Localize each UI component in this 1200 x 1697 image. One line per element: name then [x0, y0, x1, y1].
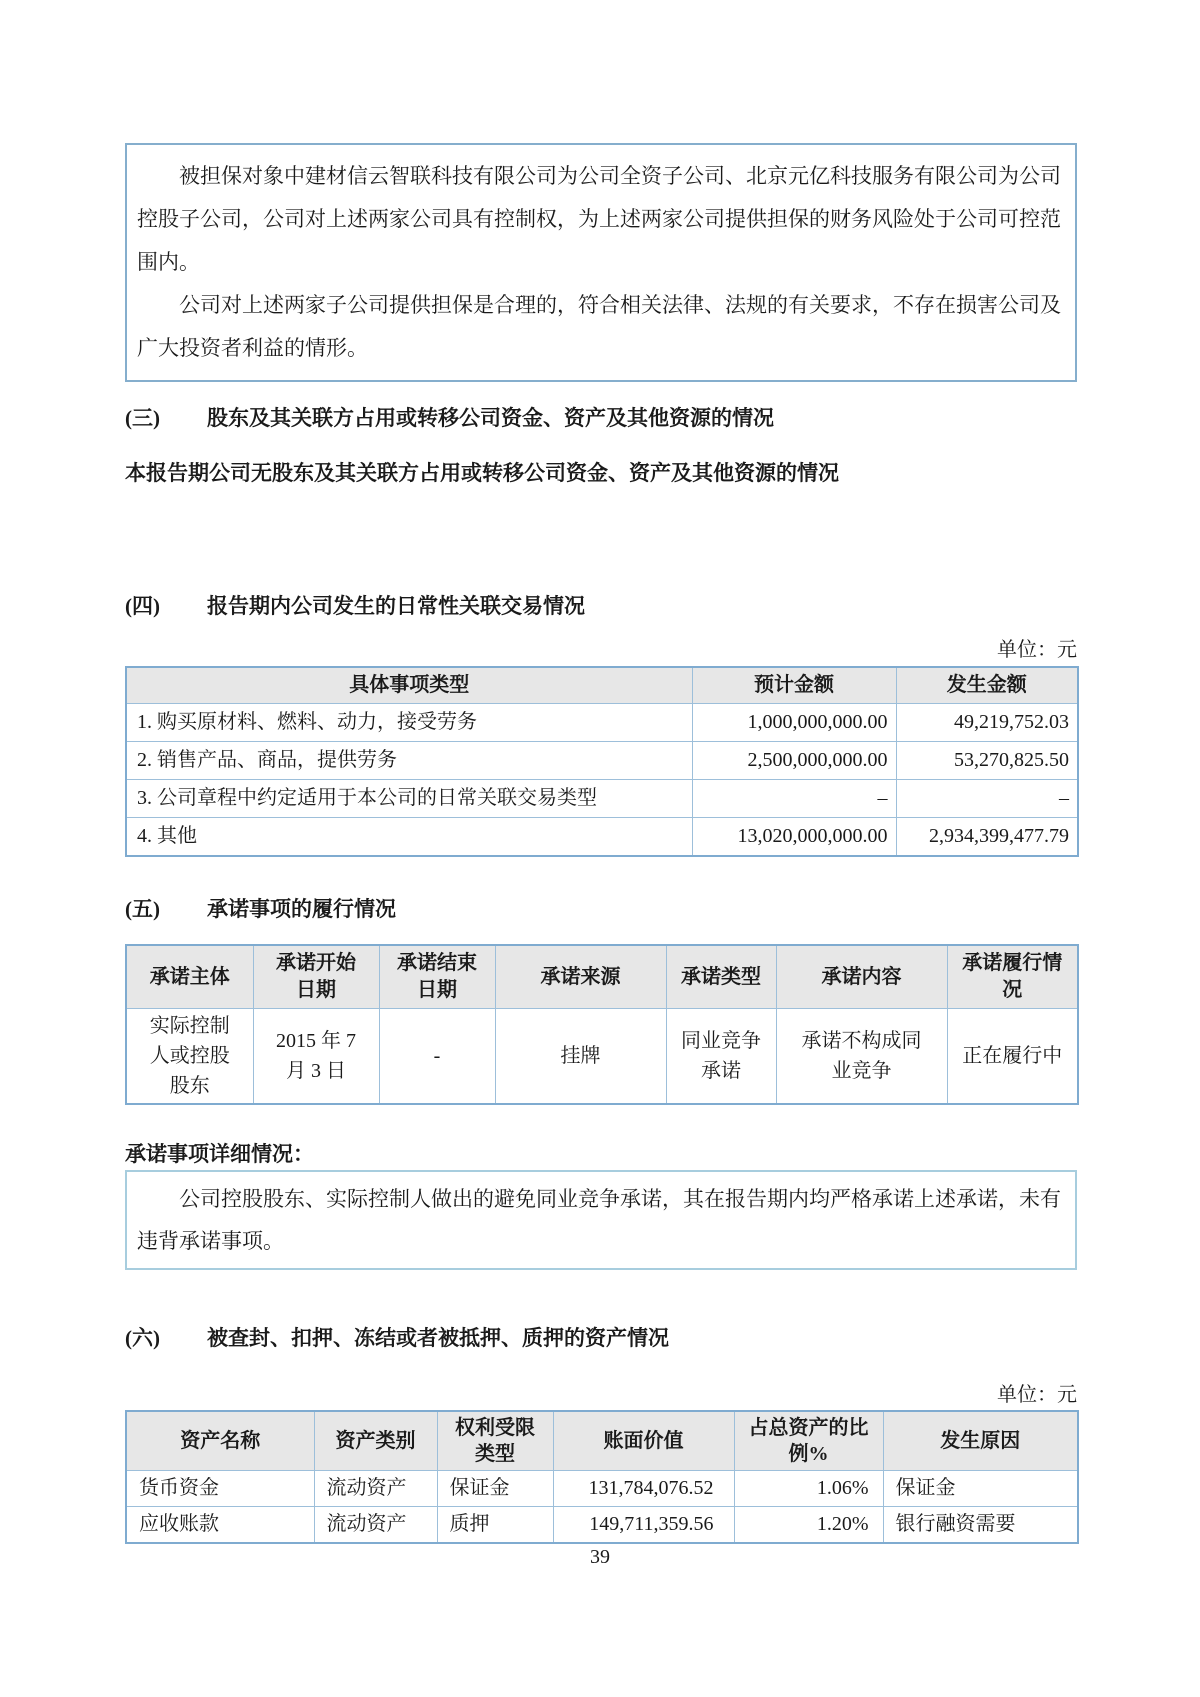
commitments-header-row — [126, 945, 1078, 1009]
transactions-header-row — [126, 667, 1078, 704]
cell-expected: 2,500,000,000.00 — [692, 742, 896, 780]
unit-label-transactions: 单位：元 — [997, 639, 1077, 661]
cell-reason: 银行融资需要 — [883, 1507, 1078, 1544]
cell-item: 3. 公司章程中约定适用于本公司的日常关联交易类型 — [126, 780, 692, 818]
cell-book-value: 149,711,359.56 — [553, 1507, 734, 1544]
section-4-label: (四) — [125, 594, 160, 618]
cell-actual: 53,270,825.50 — [896, 742, 1078, 780]
col-header-commit-start: 承诺开始 日期 — [253, 945, 379, 1009]
cell-expected: – — [692, 780, 896, 818]
cell-commit-status: 正在履行中 — [947, 1009, 1078, 1105]
col-header-actual-amount: 发生金额 — [896, 667, 1078, 704]
section-5-label: (五) — [125, 897, 160, 921]
cell-commit-source: 挂牌 — [495, 1009, 666, 1105]
col-header-commit-content: 承诺内容 — [776, 945, 947, 1009]
section-3-title: 股东及其关联方占用或转移公司资金、资产及其他资源的情况 — [207, 406, 774, 430]
commitments-table — [125, 944, 1079, 1105]
cell-actual: 2,934,399,477.79 — [896, 818, 1078, 857]
cell-asset-name: 应收账款 — [126, 1507, 314, 1544]
section-4-title: 报告期内公司发生的日常性关联交易情况 — [207, 594, 585, 618]
col-header-asset-name: 资产名称 — [126, 1411, 314, 1471]
commitment-detail-box — [125, 1170, 1077, 1270]
commitment-detail-label: 承诺事项详细情况： — [125, 1142, 314, 1166]
transactions-table — [125, 666, 1079, 857]
table-row — [126, 1507, 1078, 1544]
table-row — [126, 780, 1078, 818]
col-header-reason: 发生原因 — [883, 1411, 1078, 1471]
section-3-heading — [125, 402, 1077, 432]
cell-book-value: 131,784,076.52 — [553, 1471, 734, 1507]
section-3-body: 本报告期公司无股东及其关联方占用或转移公司资金、资产及其他资源的情况 — [125, 461, 839, 485]
cell-asset-ratio: 1.20% — [734, 1507, 883, 1544]
guarantee-paragraph-2: 公司对上述两家子公司提供担保是合理的，符合相关法律、法规的有关要求，不存在损害公司及广大投资者利益的情形。 — [137, 293, 1061, 360]
cell-item: 2. 销售产品、商品，提供劳务 — [126, 742, 692, 780]
cell-actual: – — [896, 780, 1078, 818]
cell-asset-name: 货币资金 — [126, 1471, 314, 1507]
assets-table — [125, 1410, 1079, 1544]
unit-label-assets: 单位：元 — [997, 1384, 1077, 1406]
cell-actual: 49,219,752.03 — [896, 704, 1078, 742]
cell-commit-content: 承诺不构成同业竞争 — [776, 1009, 947, 1105]
section-3-label: (三) — [125, 406, 160, 430]
col-header-restriction-type: 权利受限类型 — [437, 1411, 553, 1471]
page-number: 39 — [590, 1546, 610, 1568]
section-6-label: (六) — [125, 1326, 160, 1350]
table-row — [126, 818, 1078, 857]
section-5-title: 承诺事项的履行情况 — [207, 897, 396, 921]
col-header-commit-subject: 承诺主体 — [126, 945, 253, 1009]
cell-item: 4. 其他 — [126, 818, 692, 857]
col-header-commit-end: 承诺结束 日期 — [379, 945, 495, 1009]
col-header-commit-status: 承诺履行情况 — [947, 945, 1078, 1009]
cell-restriction-type: 保证金 — [437, 1471, 553, 1507]
cell-expected: 13,020,000,000.00 — [692, 818, 896, 857]
col-header-expected-amount: 预计金额 — [692, 667, 896, 704]
cell-asset-category: 流动资产 — [314, 1507, 437, 1544]
col-header-commit-type: 承诺类型 — [666, 945, 776, 1009]
cell-commit-type: 同业竞争承诺 — [666, 1009, 776, 1105]
cell-commit-end: - — [379, 1009, 495, 1105]
commitment-detail-text: 公司控股股东、实际控制人做出的避免同业竞争承诺，其在报告期内均严格承诺上述承诺，未有违背承诺事项。 — [137, 1187, 1061, 1253]
section-4-heading — [125, 590, 1077, 620]
col-header-asset-ratio: 占总资产的比例% — [734, 1411, 883, 1471]
cell-reason: 保证金 — [883, 1471, 1078, 1507]
table-row — [126, 704, 1078, 742]
cell-asset-ratio: 1.06% — [734, 1471, 883, 1507]
table-row — [126, 742, 1078, 780]
col-header-item-type: 具体事项类型 — [126, 667, 692, 704]
cell-restriction-type: 质押 — [437, 1507, 553, 1544]
cell-asset-category: 流动资产 — [314, 1471, 437, 1507]
cell-item: 1. 购买原材料、燃料、动力，接受劳务 — [126, 704, 692, 742]
cell-commit-subject: 实际控制人或控股股东 — [126, 1009, 253, 1105]
section-5-heading — [125, 893, 1077, 923]
cell-commit-start: 2015 年 7 月 3 日 — [253, 1009, 379, 1105]
assets-header-row — [126, 1411, 1078, 1471]
col-header-commit-source: 承诺来源 — [495, 945, 666, 1009]
cell-expected: 1,000,000,000.00 — [692, 704, 896, 742]
table-row — [126, 1009, 1078, 1105]
section-6-heading — [125, 1322, 1077, 1352]
guarantee-statement-box — [125, 143, 1077, 382]
section-6-title: 被查封、扣押、冻结或者被抵押、质押的资产情况 — [207, 1326, 669, 1350]
col-header-asset-category: 资产类别 — [314, 1411, 437, 1471]
table-row — [126, 1471, 1078, 1507]
col-header-book-value: 账面价值 — [553, 1411, 734, 1471]
guarantee-paragraph-1: 被担保对象中建材信云智联科技有限公司为公司全资子公司、北京元亿科技服务有限公司为公司控股子公司，公司对上述两家公司具有控制权，为上述两家公司提供担保的财务风险处于公司可控范围内。 — [137, 164, 1061, 274]
